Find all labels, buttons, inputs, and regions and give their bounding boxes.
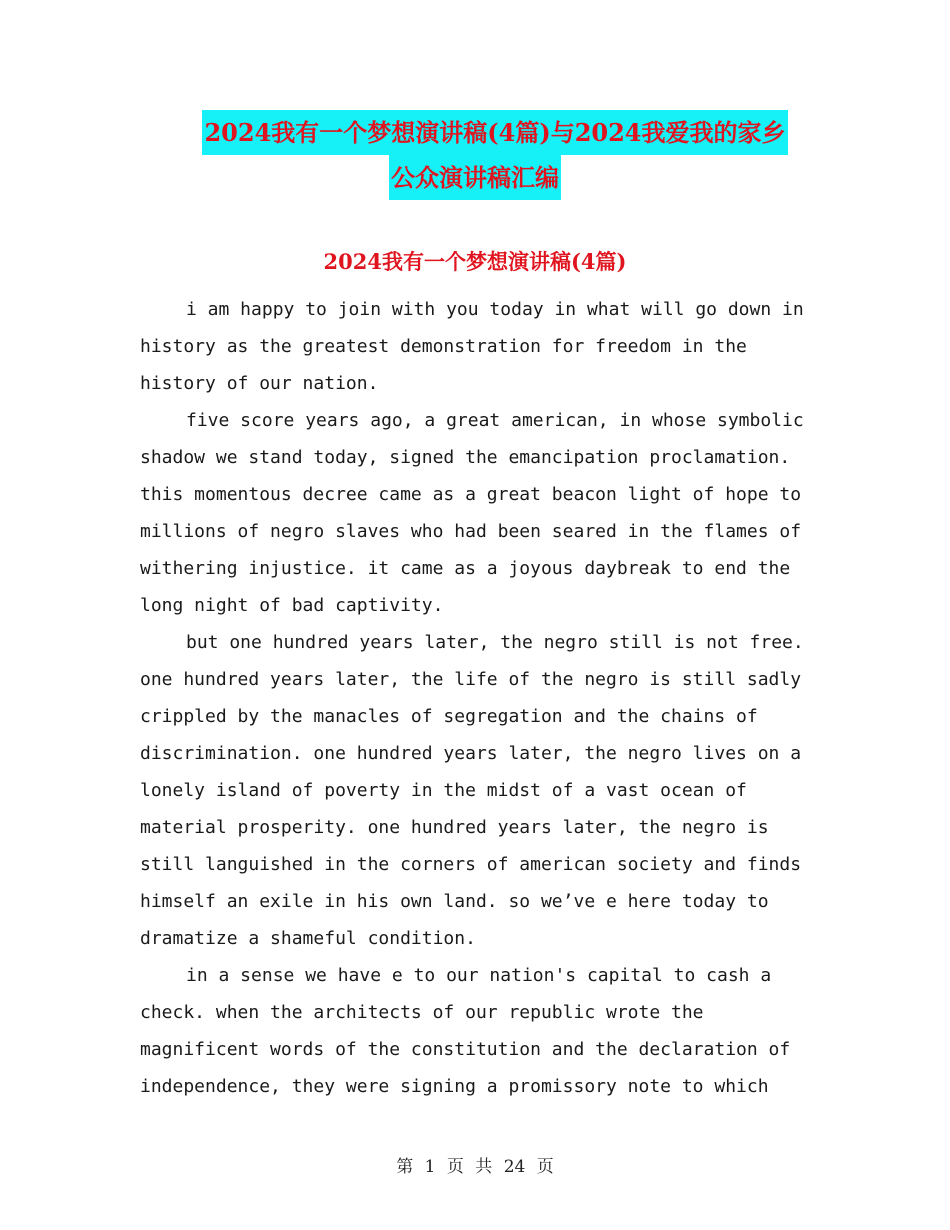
text-line: but one hundred years later, the negro still is not free. <box>186 632 804 653</box>
text-line: history as the greatest demonstration for freedom in the <box>140 336 747 357</box>
section-heading: 2024我有一个梦想演讲稿(4篇) <box>323 249 627 274</box>
text-line: withering injustice. it came as a joyous daybreak to end the <box>140 558 791 579</box>
text-line: independence, they were signing a promissory note to which <box>140 1076 769 1097</box>
title-line-1: 2024我有一个梦想演讲稿(4篇)与2024我爱我的家乡 <box>202 110 787 155</box>
text-line: millions of negro slaves who had been seared in the flames of <box>140 521 802 542</box>
text-line: lonely island of poverty in the midst of a vast ocean of <box>140 780 747 801</box>
text-line: in a sense we have e to our nation's capital to cash a <box>186 965 772 986</box>
text-line: still languished in the corners of american society and finds <box>140 854 802 875</box>
text-line: history of our nation. <box>140 373 379 394</box>
text-line: crippled by the manacles of segregation and the chains of <box>140 706 758 727</box>
title-line-2: 公众演讲稿汇编 <box>389 155 561 200</box>
document-title <box>0 110 950 200</box>
text-line: magnificent words of the constitution and the declaration of <box>140 1039 791 1060</box>
text-line: long night of bad captivity. <box>140 595 444 616</box>
speech-body <box>140 291 820 1105</box>
text-line: i am happy to join with you today in what will go down in <box>186 299 804 320</box>
page-footer: 第 1 页 共 24 页 <box>396 1157 554 1177</box>
text-line: shadow we stand today, signed the emancipation proclamation. <box>140 447 791 468</box>
text-line: himself an exile in his own land. so we’ve e here today to <box>140 891 769 912</box>
text-line: check. when the architects of our republic wrote the <box>140 1002 704 1023</box>
text-line: five score years ago, a great american, in whose symbolic <box>186 410 804 431</box>
text-line: discrimination. one hundred years later, the negro lives on a <box>140 743 802 764</box>
text-line: dramatize a shameful condition. <box>140 928 476 949</box>
text-line: one hundred years later, the life of the negro is still sadly <box>140 669 802 690</box>
text-line: material prosperity. one hundred years later, the negro is <box>140 817 769 838</box>
text-line: this momentous decree came as a great beacon light of hope to <box>140 484 802 505</box>
